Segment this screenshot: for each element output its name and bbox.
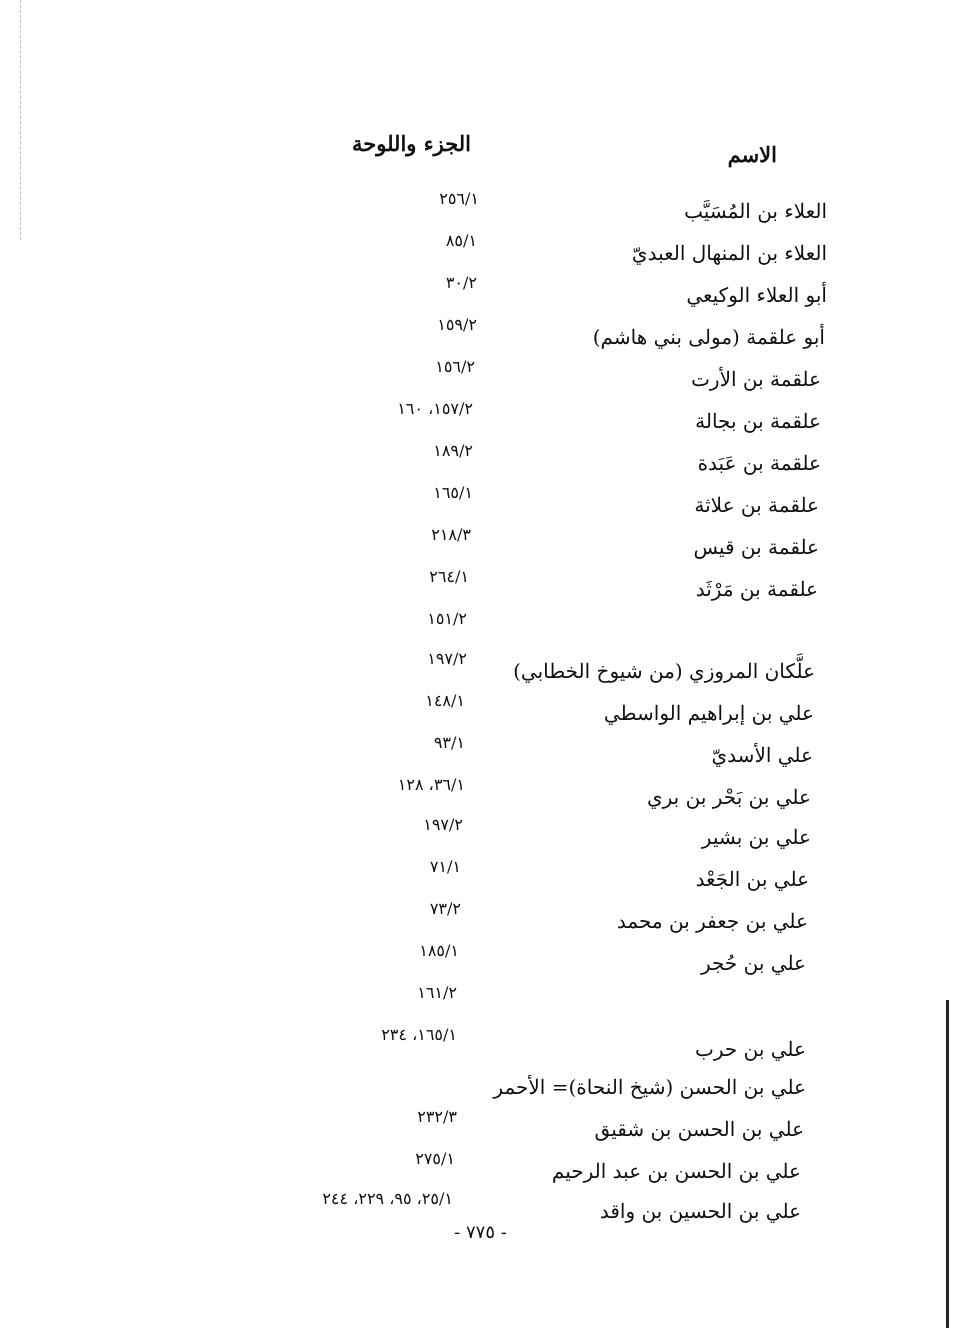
entry-volume-plate: ٨٥/١ — [445, 231, 477, 250]
entry-name: علقمة بن عَبَدة — [697, 451, 821, 475]
entry-volume-plate: ٢١٨/٣ — [431, 525, 471, 544]
entry-name: العلاء بن المنهال العبديّ — [631, 241, 827, 265]
entry-volume-plate: ١٥٦/٢ — [435, 357, 475, 376]
index-entry — [0, 315, 961, 352]
entry-volume-plate: ١٩٧/٢ — [427, 649, 467, 668]
entry-name: علقمة بن الأرت — [691, 367, 821, 391]
entry-volume-plate: ٢٥/١، ٩٥، ٢٢٩، ٢٤٤ — [322, 1189, 453, 1208]
entry-volume-plate: ١٥١/٢ — [427, 609, 467, 628]
index-entry — [0, 441, 961, 478]
index-entry — [0, 775, 961, 812]
entry-volume-plate: ٧١/١ — [429, 857, 461, 876]
entry-name: علَّكان المروزي (من شيوخ الخطابي) — [513, 659, 815, 683]
entry-name: علقمة بن قيس — [693, 535, 819, 559]
index-entry — [0, 231, 961, 268]
index-entry — [0, 609, 961, 646]
index-entry — [0, 983, 961, 1020]
entry-name: علي بن جعفر بن محمد — [616, 909, 808, 933]
entry-volume-plate: ١٦٥/١، ٢٣٤ — [381, 1025, 457, 1044]
entry-volume-plate: ١٥٩/٢ — [437, 315, 477, 334]
entry-volume-plate: ١٥٧/٢، ١٦٠ — [397, 399, 473, 418]
index-entry — [0, 691, 961, 728]
entry-name: علقمة بن بجالة — [695, 409, 821, 433]
entry-volume-plate: ١٤٨/١ — [425, 691, 465, 710]
entry-volume-plate: ١٨٩/٢ — [433, 441, 473, 460]
index-entry — [0, 857, 961, 894]
entry-volume-plate: ٢٣٢/٣ — [417, 1107, 457, 1126]
index-entry — [0, 899, 961, 936]
index-entry — [0, 525, 961, 562]
index-entry — [0, 567, 961, 604]
entry-name: أبو علقمة (مولى بني هاشم) — [592, 325, 825, 349]
entry-name: علي بن بشير — [701, 825, 811, 849]
index-entry — [0, 1072, 961, 1102]
page-number: - ٧٧٥ - — [454, 1222, 507, 1243]
entry-name: علي بن الحسن بن عبد الرحيم — [551, 1159, 801, 1183]
entry-volume-plate: ٢٧٥/١ — [415, 1149, 455, 1168]
index-entry — [0, 1107, 961, 1144]
index-entry — [0, 1149, 961, 1186]
column-header-name: الاسم — [727, 142, 777, 167]
entry-volume-plate: ٣٦/١، ١٢٨ — [397, 775, 465, 794]
index-entry — [0, 399, 961, 436]
entry-name: علقمة بن مَرْثَد — [695, 577, 818, 601]
entry-name: علي بن بَحْر بن بري — [646, 785, 811, 809]
entry-name: علي بن الجَعْد — [695, 867, 809, 891]
entry-name: علقمة بن علاثة — [694, 493, 819, 517]
index-entry — [0, 1034, 961, 1064]
index-entry — [0, 649, 961, 686]
entry-name: علي بن الحسين بن واقد — [599, 1199, 801, 1223]
entry-volume-plate: ٣٠/٢ — [445, 273, 477, 292]
index-entry — [0, 357, 961, 394]
index-entry — [0, 815, 961, 852]
entry-name: علي بن إبراهيم الواسطي — [603, 701, 814, 725]
entry-name: علي بن حُجر — [700, 951, 806, 975]
column-header-volume-plate: الجزء واللوحة — [352, 131, 471, 156]
index-entry — [0, 483, 961, 520]
entry-volume-plate: ٩٣/١ — [433, 733, 465, 752]
entry-volume-plate: ١٦١/٢ — [417, 983, 457, 1002]
entry-volume-plate: ٧٣/٢ — [429, 899, 461, 918]
entry-volume-plate: ٢٥٦/١ — [439, 189, 479, 208]
entry-name: علي بن الحسن (شيخ النحاة)= الأحمر — [493, 1075, 806, 1099]
index-entry — [0, 733, 961, 770]
entry-name: أبو العلاء الوكيعي — [686, 283, 827, 307]
entry-name: علي بن الحسن بن شقيق — [594, 1117, 804, 1141]
entry-volume-plate: ١٨٥/١ — [419, 941, 459, 960]
entry-volume-plate: ٢٦٤/١ — [429, 567, 469, 586]
index-entry — [0, 941, 961, 978]
entry-name: علي بن حرب — [695, 1037, 806, 1061]
index-entry — [0, 189, 961, 226]
entry-volume-plate: ١٦٥/١ — [433, 483, 473, 502]
entry-name: العلاء بن المُسَيَّب — [684, 199, 827, 223]
entry-volume-plate: ١٩٧/٢ — [423, 815, 463, 834]
index-entry — [0, 273, 961, 310]
entry-name: علي الأسديّ — [711, 743, 813, 767]
